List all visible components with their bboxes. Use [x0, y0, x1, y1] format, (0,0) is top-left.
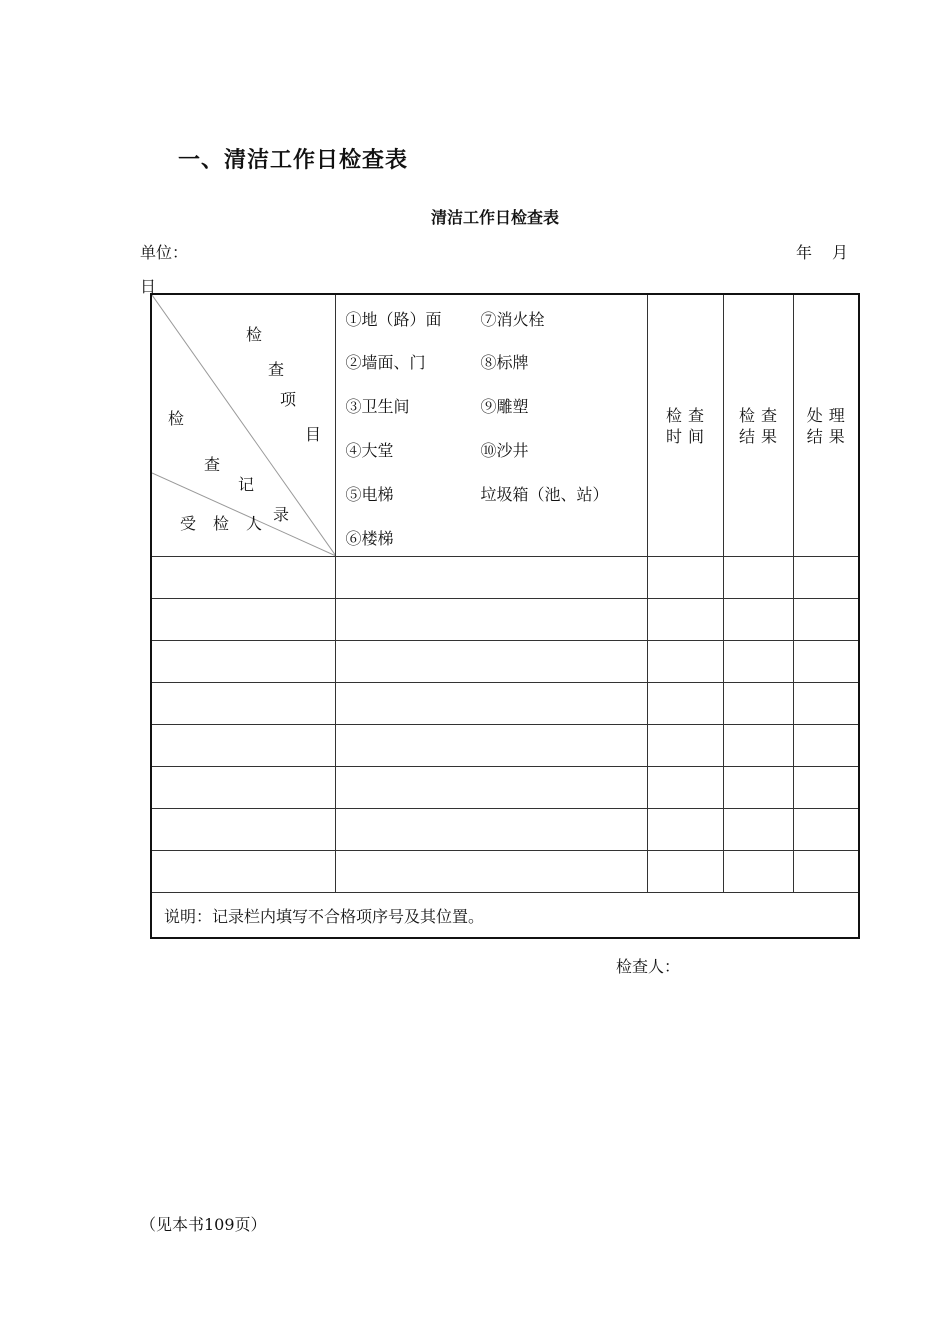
check-result-header-line1: 检查: [738, 405, 783, 425]
inspectee-cell[interactable]: [151, 557, 335, 599]
record-cell[interactable]: [335, 725, 647, 767]
check-time-cell[interactable]: [647, 767, 723, 809]
record-cell[interactable]: [335, 557, 647, 599]
check-items-cell: [335, 294, 647, 557]
handle-result-cell[interactable]: [793, 599, 859, 641]
check-time-header-line1: 检查: [665, 405, 710, 425]
corner-item-char: 查: [268, 360, 285, 379]
check-item: ①地（路）面: [345, 310, 442, 329]
table-row: [151, 767, 859, 809]
inspectee-cell[interactable]: [151, 683, 335, 725]
check-result-cell[interactable]: [723, 851, 793, 893]
check-result-cell[interactable]: [723, 599, 793, 641]
check-result-cell[interactable]: [723, 725, 793, 767]
check-item: ③卫生间: [345, 397, 410, 416]
handle-result-cell[interactable]: [793, 641, 859, 683]
check-item: ⑩沙井: [480, 441, 529, 460]
page-reference: （见本书109页）: [140, 1215, 267, 1234]
inspectee-cell[interactable]: [151, 641, 335, 683]
check-time-cell[interactable]: [647, 809, 723, 851]
check-result-cell[interactable]: [723, 767, 793, 809]
check-time-cell[interactable]: [647, 599, 723, 641]
check-time-cell[interactable]: [647, 641, 723, 683]
inspectee-cell[interactable]: [151, 851, 335, 893]
corner-person-char: 人: [246, 514, 263, 533]
table-row: [151, 683, 859, 725]
corner-person-char: 受: [180, 514, 197, 533]
corner-person-char: 检: [213, 514, 230, 533]
table-row: [151, 725, 859, 767]
check-item: ⑧标牌: [480, 353, 529, 372]
note-row: [151, 893, 859, 939]
table-row: [151, 809, 859, 851]
table-row: [151, 641, 859, 683]
check-time-cell[interactable]: [647, 683, 723, 725]
handle-result-cell[interactable]: [793, 767, 859, 809]
handle-result-cell[interactable]: [793, 725, 859, 767]
inspectee-cell[interactable]: [151, 599, 335, 641]
year-label: 年: [796, 243, 813, 262]
handle-result-cell[interactable]: [793, 557, 859, 599]
corner-item-char: 项: [280, 390, 297, 409]
note-text: 说明：记录栏内填写不合格项序号及其位置。: [151, 893, 859, 939]
check-item: ②墙面、门: [345, 353, 426, 372]
corner-header-cell: [151, 294, 335, 557]
corner-record-char: 检: [168, 409, 185, 428]
corner-item-char: 检: [246, 325, 263, 344]
check-time-cell[interactable]: [647, 557, 723, 599]
check-item: ⑨雕塑: [480, 397, 529, 416]
check-result-cell[interactable]: [723, 683, 793, 725]
check-result-cell[interactable]: [723, 809, 793, 851]
check-result-header: [723, 294, 793, 557]
record-cell[interactable]: [335, 767, 647, 809]
check-item: ⑤电梯: [345, 485, 394, 504]
record-cell[interactable]: [335, 599, 647, 641]
table-row: [151, 851, 859, 893]
handle-result-header-line1: 处理: [806, 405, 851, 425]
check-time-cell[interactable]: [647, 851, 723, 893]
table-row: [151, 599, 859, 641]
handle-result-cell[interactable]: [793, 809, 859, 851]
record-cell[interactable]: [335, 851, 647, 893]
inspectee-cell[interactable]: [151, 809, 335, 851]
check-result-cell[interactable]: [723, 641, 793, 683]
inspectee-cell[interactable]: [151, 725, 335, 767]
header-row: [151, 294, 859, 557]
check-item: 垃圾箱（池、站）: [480, 485, 609, 504]
record-cell[interactable]: [335, 683, 647, 725]
record-cell[interactable]: [335, 641, 647, 683]
handle-result-cell[interactable]: [793, 683, 859, 725]
page-heading: 一、清洁工作日检查表: [178, 148, 409, 173]
month-label: 月: [832, 243, 849, 262]
day-label: 日: [140, 277, 157, 296]
corner-record-char: 记: [238, 475, 255, 494]
check-item: ④大堂: [345, 441, 394, 460]
table-row: [151, 557, 859, 599]
inspectee-cell[interactable]: [151, 767, 335, 809]
unit-label: 单位：: [140, 243, 189, 262]
check-time-cell[interactable]: [647, 725, 723, 767]
handle-result-header: [793, 294, 859, 557]
record-cell[interactable]: [335, 809, 647, 851]
table-title: 清洁工作日检查表: [430, 208, 559, 227]
inspection-table: [150, 293, 860, 939]
inspector-label: 检查人：: [616, 957, 681, 976]
corner-item-char: 目: [305, 425, 322, 444]
handle-result-header-line2: 结果: [806, 426, 851, 446]
check-result-cell[interactable]: [723, 557, 793, 599]
check-result-header-line2: 结果: [738, 426, 783, 446]
check-time-header-line2: 时间: [665, 426, 710, 446]
check-item: ⑦消火栓: [480, 310, 545, 329]
corner-record-char: 查: [204, 455, 221, 474]
check-time-header: [647, 294, 723, 557]
corner-record-char: 录: [273, 505, 290, 524]
handle-result-cell[interactable]: [793, 851, 859, 893]
check-item: ⑥楼梯: [345, 529, 394, 548]
